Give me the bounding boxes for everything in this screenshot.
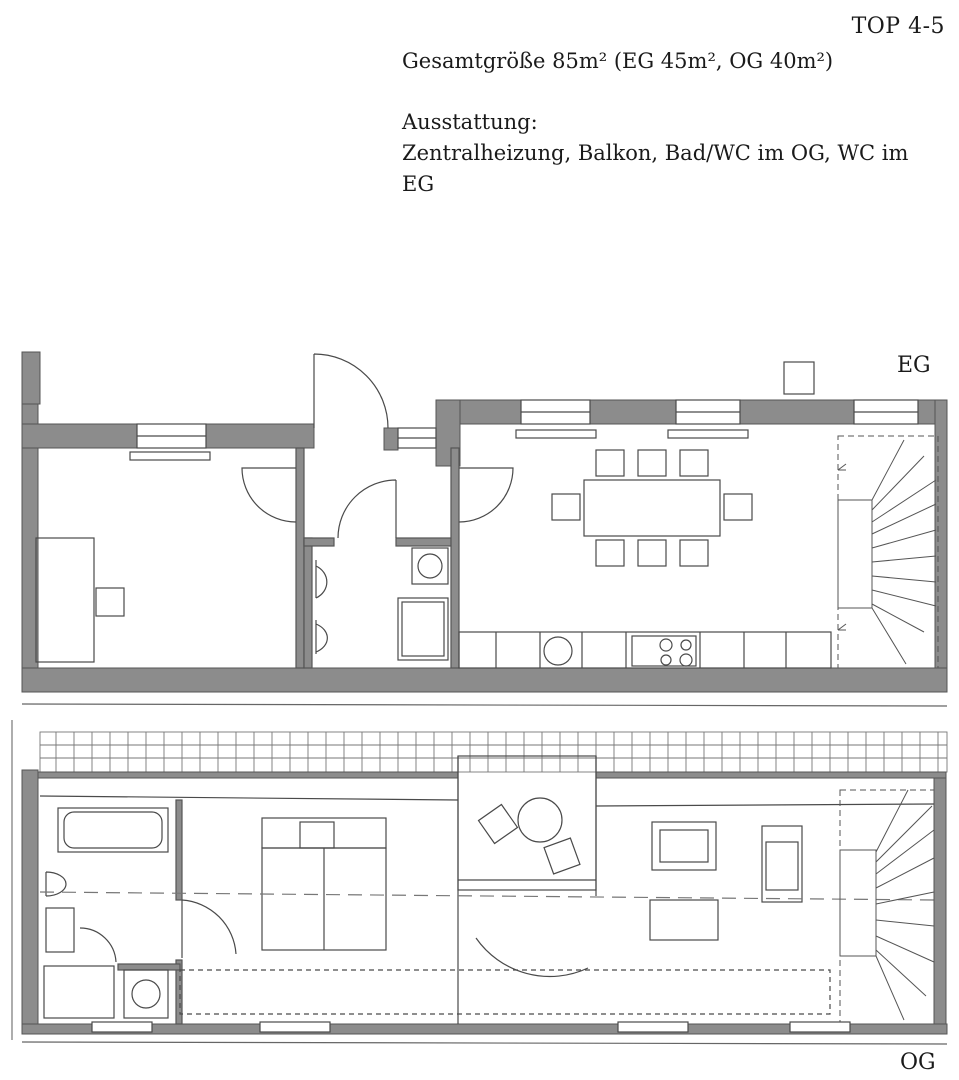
features-title: Ausstattung:: [402, 110, 538, 134]
floor-label-og: OG: [900, 1050, 936, 1075]
og-balcony: [458, 756, 596, 890]
og-stairs: [840, 790, 934, 1024]
size-line: Gesamtgröße 85m² (EG 45m², OG 40m²): [402, 49, 834, 73]
eg-entry-door: [314, 354, 388, 428]
eg-kitchen-counter: [459, 632, 831, 668]
unit-title: TOP 4-5: [851, 14, 945, 39]
eg-wall-bottom: [22, 668, 947, 692]
features-line-1: Zentralheizung, Balkon, Bad/WC im OG, WC im: [402, 141, 909, 165]
og-plan: [12, 720, 947, 1044]
floor-label-eg: EG: [897, 353, 931, 378]
eg-plan: [22, 352, 947, 706]
features-line-2: EG: [402, 172, 435, 196]
eg-stairs: [838, 436, 938, 668]
eg-dining-table: [584, 480, 720, 536]
og-roof-tiles: [40, 732, 947, 772]
